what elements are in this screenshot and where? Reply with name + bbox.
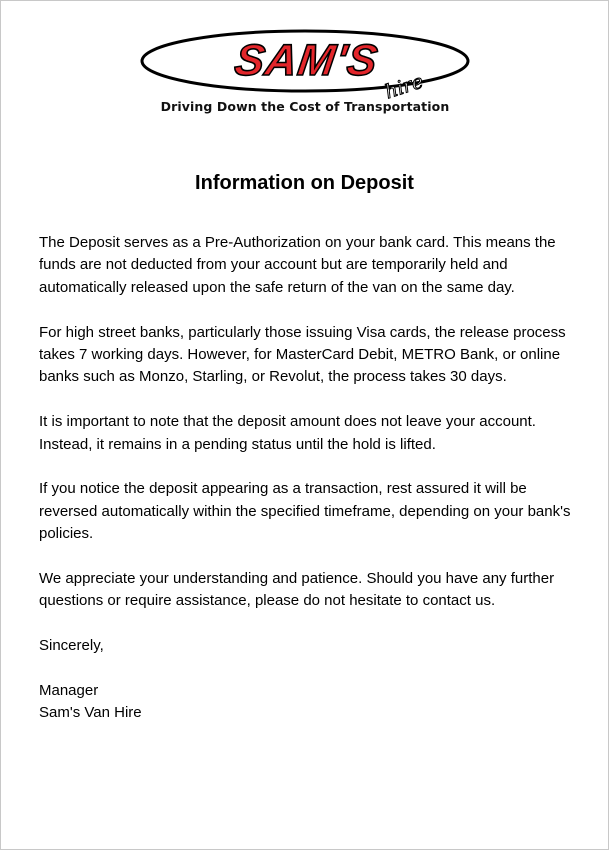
signature-role: Manager bbox=[39, 682, 99, 700]
paragraph-appreciation: We appreciate your understanding and patience. Should you have any further questions or require assistance, please do not hesitate to contact us. bbox=[39, 570, 555, 610]
paragraph-release-times: For high street banks, particularly those issuing Visa cards, the release process takes 7 working days. However, for MasterCard Debit, METRO Bank, or online banks such as Monzo, Starling, or Revolut, the process takes 30 days. bbox=[39, 323, 566, 386]
document-body bbox=[39, 232, 574, 725]
logo-tagline: Driving Down the Cost of Transportation bbox=[160, 99, 450, 114]
signature-company: Sam's Van Hire bbox=[39, 704, 142, 722]
logo-sub-text: hire bbox=[382, 70, 426, 104]
document-title: Information on Deposit bbox=[195, 172, 414, 194]
paragraph-pending-status: It is important to note that the deposit amount does not leave your account. Instead, it remains in a pending status until the hold is lifted. bbox=[39, 413, 536, 453]
logo-brand-text: SAM'S bbox=[231, 36, 382, 85]
paragraph-reversal: If you notice the deposit appearing as a transaction, rest assured it will be reversed automatically within the specified timeframe, depending on your bank's policies. bbox=[39, 480, 571, 543]
closing-line: Sincerely, bbox=[39, 637, 104, 655]
paragraph-pre-authorization: The Deposit serves as a Pre-Authorization on your bank card. This means the funds are not deducted from your account but are temporarily held and automatically released upon the safe return of the van on the same day. bbox=[39, 234, 556, 296]
